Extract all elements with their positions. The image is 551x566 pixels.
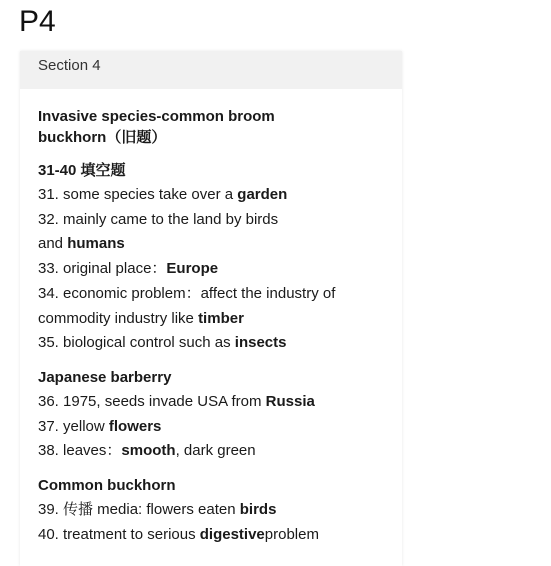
section-title (38, 106, 400, 148)
answer-word: insects (234, 334, 287, 352)
answer-word: smooth (121, 442, 176, 460)
page-heading: P4 (19, 5, 56, 38)
question-line (38, 257, 400, 282)
line-text: 33. original place： (38, 260, 167, 278)
question-line (38, 232, 400, 257)
line-text: 34. economic problem：affect the industry of (38, 284, 336, 302)
group-heading: Japanese barberry (38, 368, 172, 386)
line-text: 32. mainly came to the land by birds (38, 210, 279, 228)
answer-word: humans (67, 235, 125, 253)
line-text: , dark green (175, 442, 256, 460)
question-line (38, 208, 400, 233)
question-line (38, 307, 400, 332)
question-line (38, 282, 400, 307)
line-text: 39. 传播 media: flowers eaten (38, 501, 240, 519)
answer-word: Europe (166, 260, 219, 278)
answer-word: timber (198, 309, 244, 327)
section-title-line: buckhorn（旧题） (38, 129, 167, 146)
answer-word: Russia (265, 392, 315, 410)
question-groups (38, 159, 400, 547)
answer-word: birds (239, 501, 277, 519)
line-text: 36. 1975, seeds invade USA from (38, 392, 266, 410)
line-text: 31. some species take over a (38, 186, 238, 203)
line-text: commodity industry like (38, 309, 199, 327)
line-text: 37. yellow (38, 417, 109, 435)
question-line (38, 523, 400, 548)
question-line (38, 183, 400, 208)
group-spacer (38, 356, 400, 366)
section-title-line: Invasive species-common broom (38, 108, 275, 125)
section-card (20, 51, 402, 566)
line-text: problem (264, 525, 319, 543)
group-spacer (38, 464, 400, 474)
line-text: 38. leaves： (38, 442, 122, 460)
group-heading: Common buckhorn (38, 477, 176, 495)
section-body (20, 89, 400, 547)
line-text: 35. biological control such as (38, 334, 235, 352)
line-text: and (38, 235, 68, 253)
question-line (38, 439, 400, 464)
answer-word: flowers (108, 417, 162, 435)
group-heading: 31-40 填空题 (38, 162, 126, 179)
question-line (38, 498, 400, 523)
section-label: Section 4 (20, 51, 402, 89)
line-text: 40. treatment to serious (38, 525, 200, 543)
question-line (38, 390, 400, 415)
answer-word: garden (237, 186, 288, 203)
answer-word: digestive (199, 525, 265, 543)
question-line (38, 331, 400, 356)
question-line (38, 415, 400, 440)
